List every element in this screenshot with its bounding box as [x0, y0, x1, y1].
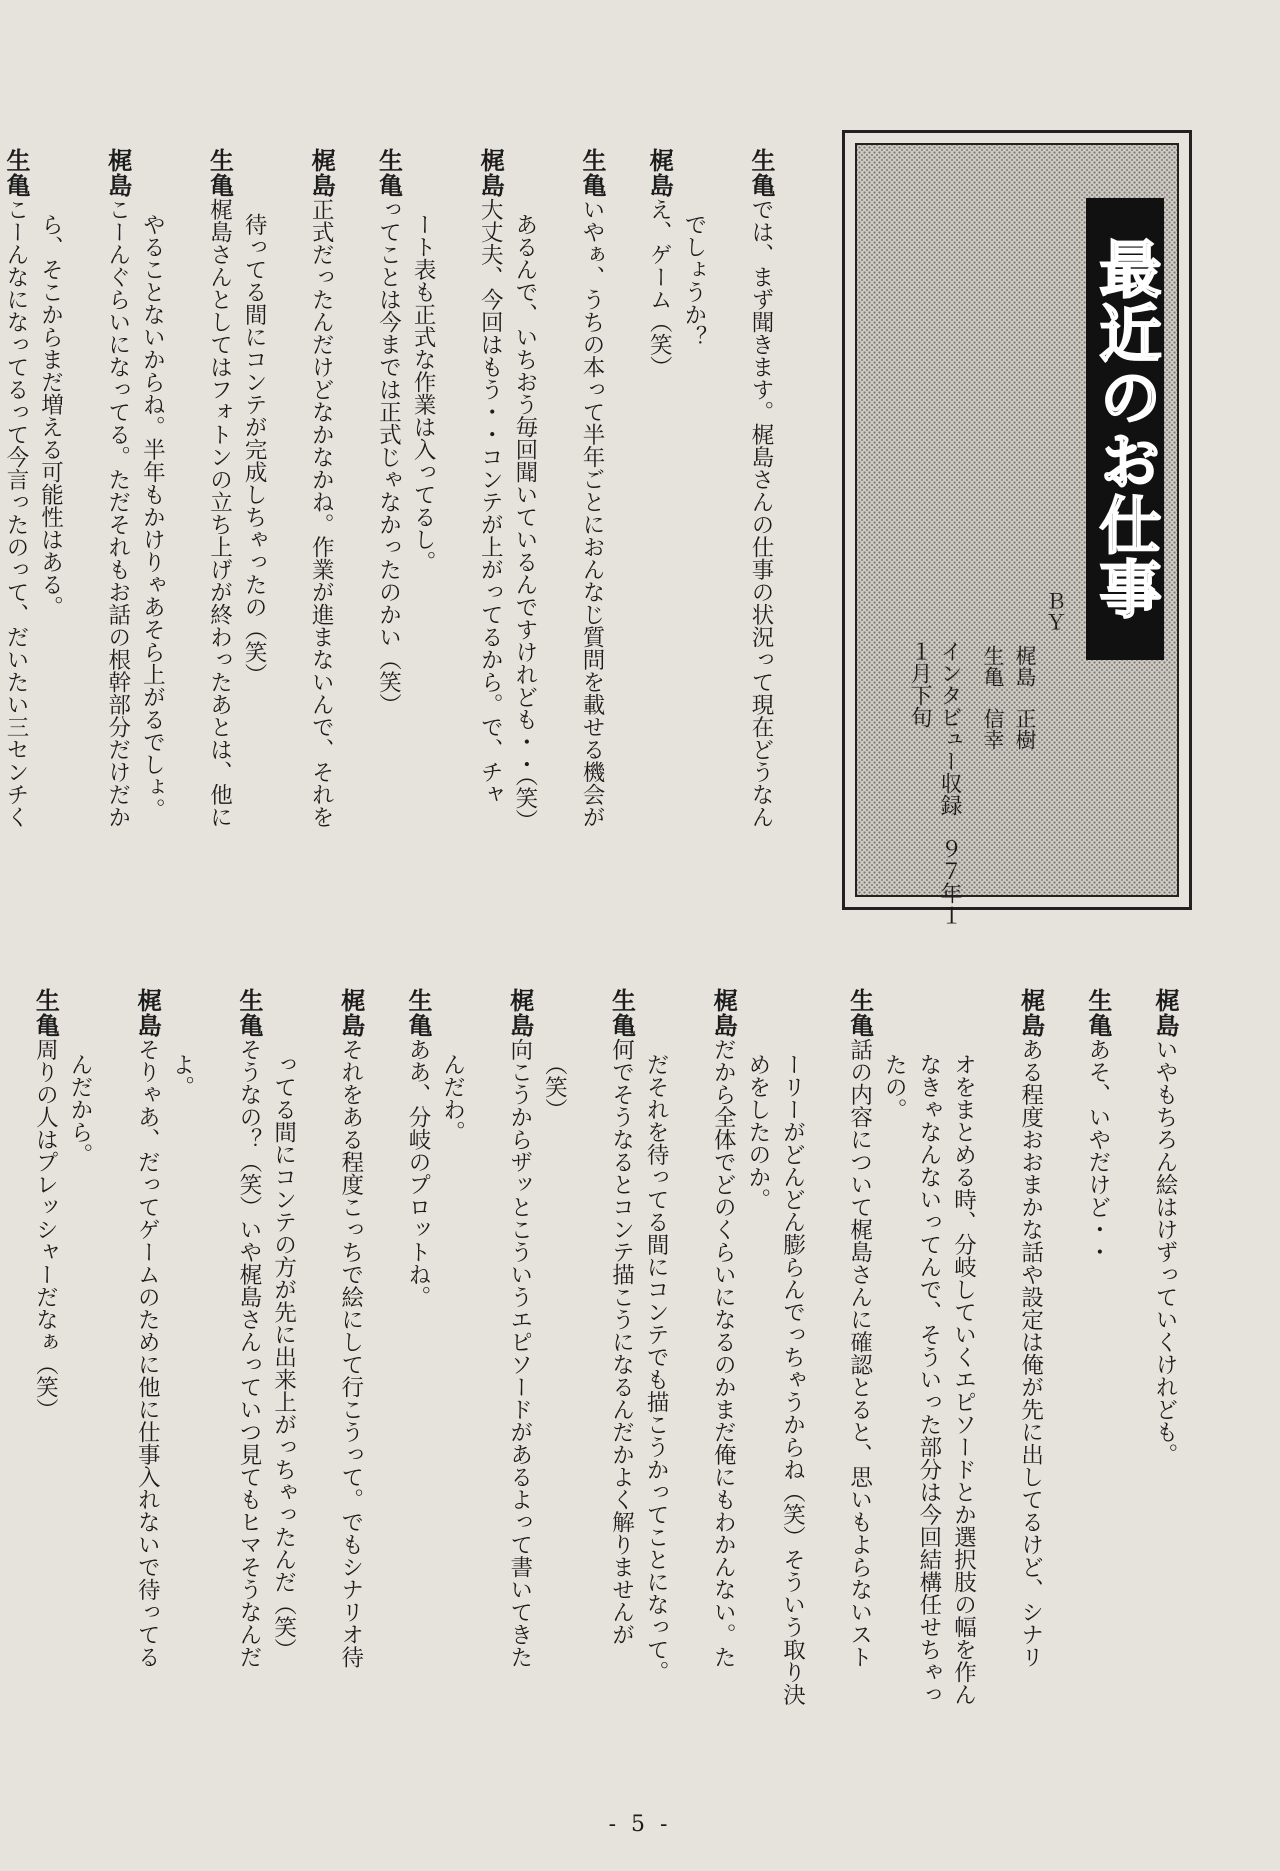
dialogue-text: でしょうか？: [680, 213, 707, 348]
dialogue-line: [639, 990, 674, 1780]
dialogue-line: [676, 150, 711, 930]
speaker-name: 生亀: [747, 148, 775, 199]
speaker-name: 生亀: [845, 988, 874, 1039]
dialogue-text: ってことは今までは正式じゃなかったのかい（笑）: [375, 198, 402, 716]
dialogue-text: んだから。: [67, 1053, 93, 1166]
dialogue-line: [368, 990, 435, 1780]
dialogue-text: あるんで、いちおう毎回聞いているんですけれども・・（笑）: [511, 213, 538, 832]
dialogue-text: よ。: [168, 1053, 195, 1098]
dialogue-line: [237, 150, 272, 930]
dialogue-line: [68, 150, 135, 930]
page-number: - 5 -: [608, 1812, 672, 1837]
speaker-name: 梶島: [505, 988, 534, 1039]
dialogue-line: [877, 990, 912, 1780]
speaker-name: 生亀: [205, 148, 234, 199]
speaker-name: 生亀: [31, 988, 60, 1039]
dialogue-line: [542, 150, 609, 930]
dialogue-line: [199, 990, 266, 1780]
speaker-name: 梶島: [103, 148, 132, 199]
dialogue-line: [62, 990, 97, 1780]
dialogue-text: ある程度おおまかな話や設定は俺が先に出してるけど、シナリ: [1017, 1038, 1044, 1669]
dialogue-text: いやぁ、うちの本って半年ごとにおんなじ質問を載せる機会が: [579, 198, 606, 829]
dialogue-top-section: [1, 148, 778, 930]
speaker-name: 梶島: [476, 148, 505, 199]
speaker-name: 梶島: [709, 988, 738, 1039]
speaker-name: 梶島: [645, 148, 674, 199]
dialogue-line: [97, 990, 164, 1780]
dialogue-text: オをまとめる時、分岐していくエピソードとか選択肢の幅を作ん: [950, 1053, 977, 1706]
dialogue-line: [266, 990, 301, 1780]
dialogue-text: 何でそうなるとコンテ描こうになるんだかよく解りませんが: [608, 1038, 635, 1646]
dialogue-line: [537, 990, 572, 1780]
dialogue-text: だそれを待ってる間にコンテでも描こうかってことになって。: [643, 1053, 670, 1683]
dialogue-text: それをある程度こっちで絵にして行こうって。でもシナリオ待: [337, 1038, 364, 1669]
speaker-name: 生亀: [374, 148, 403, 199]
dialogue-text: え、ゲーム（笑）: [646, 198, 673, 379]
credit-author-2: 生亀 信幸: [981, 645, 1005, 750]
dialogue-text: 話の内容について梶島さんに確認とると、思いもよらないスト: [846, 1038, 873, 1669]
dialogue-line: [1048, 990, 1115, 1780]
speaker-name: 梶島: [133, 988, 162, 1039]
dialogue-text: 大丈夫、今回はもう・・コンテが上がってるから。で、チャ: [477, 198, 504, 806]
dialogue-text: なきゃなんないってんで、そういった部分は今回結構任せちゃっ: [915, 1053, 942, 1706]
dialogue-line: [711, 150, 778, 930]
dialogue-text: だから全体でどのくらいになるのかまだ俺にもわかんない。た: [710, 1038, 737, 1669]
speaker-name: 生亀: [1083, 988, 1112, 1039]
dialogue-text: そうなの？（笑）いや梶島さんっていつ見てもヒマそうなんだ: [235, 1038, 262, 1669]
dialogue-line: [673, 990, 740, 1780]
dialogue-line: [609, 150, 676, 930]
dialogue-line: [946, 990, 981, 1780]
dialogue-line: [809, 990, 876, 1780]
dialogue-line: [980, 990, 1047, 1780]
speaker-name: 生亀: [1, 148, 30, 199]
interview-date: インタビュー収録 ９７年１１月下旬: [907, 640, 962, 926]
dialogue-text: 待ってる間にコンテが完成しちゃったの（笑）: [241, 213, 268, 686]
speaker-name: 梶島: [307, 148, 336, 199]
dialogue-text: こーんぐらいになってる。ただそれもお話の根幹部分だけだか: [104, 198, 131, 829]
dialogue-text: ら、そこからまだ増える可能性はある。: [37, 213, 64, 618]
dialogue-text: やることないからね。半年もかけりゃあそら上がるでしょ。: [139, 213, 166, 821]
dialogue-line: [164, 990, 199, 1780]
speaker-name: 生亀: [234, 988, 263, 1039]
speaker-name: 梶島: [1151, 988, 1179, 1039]
dialogue-text: （笑）: [541, 1053, 568, 1121]
dialogue-line: [169, 150, 236, 930]
dialogue-line: [0, 150, 33, 930]
dialogue-line: [740, 990, 775, 1780]
dialogue-line: [470, 990, 537, 1780]
credit-by: ＢＹ: [1043, 590, 1067, 632]
dialogue-text: こーんなになってるって今言ったのって、だいたい三センチく: [2, 198, 29, 829]
dialogue-text: あそ、いやだけど・・: [1084, 1038, 1111, 1264]
dialogue-line: [271, 150, 338, 930]
dialogue-line: [775, 990, 810, 1780]
article-title: 最近のお仕事: [1089, 237, 1162, 621]
dialogue-text: では、まず聞きます。梶島さんの仕事の状況って現在どうなん: [748, 198, 774, 829]
dialogue-text: ート表も正式な作業は入ってるし。: [410, 213, 437, 573]
dialogue-line: [507, 150, 542, 930]
dialogue-line: [0, 990, 62, 1780]
dialogue-line: [135, 150, 170, 930]
speaker-name: 梶島: [1016, 988, 1045, 1039]
dialogue-text: 周りの人はプレッシャーだなぁ（笑）: [32, 1038, 59, 1421]
speaker-name: 生亀: [403, 988, 432, 1039]
credit-author-1: 梶島 正樹: [1013, 645, 1037, 750]
dialogue-text: んだわ。: [439, 1053, 466, 1143]
dialogue-text: めをしたのか。: [744, 1053, 771, 1211]
dialogue-text: ああ、分岐のプロットね。: [404, 1038, 431, 1309]
dialogue-line: [1115, 990, 1182, 1780]
dialogue-line: [571, 990, 638, 1780]
dialogue-line: [440, 150, 507, 930]
dialogue-text: 正式だったんだけどなかなかね。作業が進まないんで、それを: [308, 198, 335, 829]
dialogue-line: [435, 990, 470, 1780]
dialogue-text: たの。: [881, 1053, 908, 1121]
dialogue-text: ーリーがどんどん膨らんでっちゃうからね（笑）そういう取り決: [779, 1053, 806, 1706]
dialogue-bottom-section: [31, 988, 1182, 1780]
dialogue-text: 向こうからザッとこういうエピソードがあるよって書いてきた: [506, 1038, 533, 1669]
dialogue-line: [301, 990, 368, 1780]
speaker-name: 生亀: [607, 988, 636, 1039]
dialogue-text: そりゃあ、だってゲームのために他に仕事入れないで待ってる: [134, 1038, 161, 1669]
dialogue-text: 梶島さんとしてはフォトンの立ち上げが終わったあとは、他に: [206, 198, 233, 829]
dialogue-line: [405, 150, 440, 930]
speaker-name: 生亀: [578, 148, 607, 199]
dialogue-text: ってる間にコンテの方が先に出来上がっちゃったんだ（笑）: [270, 1053, 297, 1661]
dialogue-line: [33, 150, 68, 930]
dialogue-text: いやもちろん絵はけずっていくけれども。: [1152, 1038, 1178, 1466]
speaker-name: 梶島: [336, 988, 365, 1039]
dialogue-line: [338, 150, 405, 930]
dialogue-line: [911, 990, 946, 1780]
